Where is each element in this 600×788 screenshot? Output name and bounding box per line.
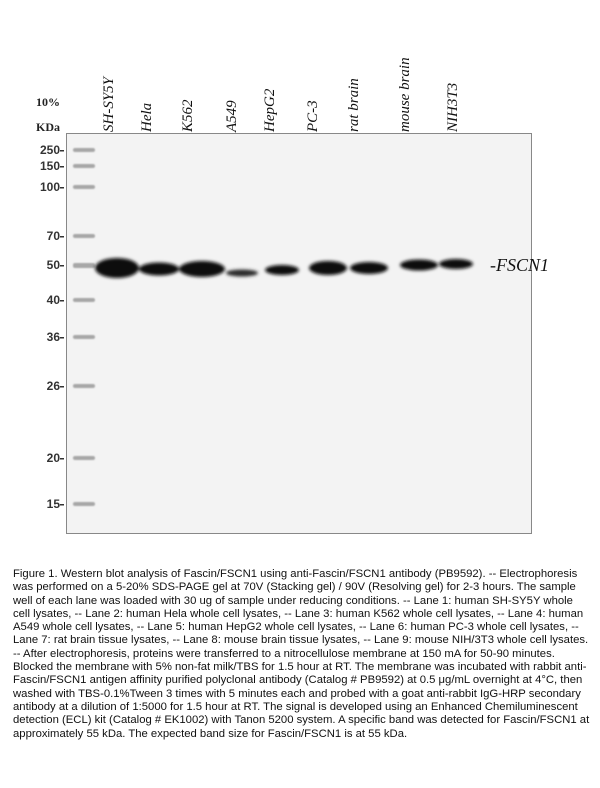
band-lane-1 bbox=[95, 258, 139, 278]
marker-tick-20 bbox=[60, 458, 64, 460]
lane-label-8: mouse brain bbox=[397, 57, 413, 132]
marker-tick-50 bbox=[60, 265, 64, 267]
lane-label-2: Hela bbox=[139, 102, 155, 132]
band-lane-2 bbox=[139, 263, 179, 276]
marker-36: 36 bbox=[46, 330, 60, 344]
marker-tick-26 bbox=[60, 386, 64, 388]
ladder-band-150 bbox=[73, 164, 95, 168]
marker-15: 15 bbox=[46, 497, 60, 511]
band-lane-5 bbox=[265, 265, 299, 275]
marker-tick-36 bbox=[60, 337, 64, 339]
marker-tick-150 bbox=[60, 166, 64, 168]
figure-caption: Figure 1. Western blot analysis of Fascin/FSCN1 using anti-Fascin/FSCN1 antibody (PB9592). -- Electrophoresis was performed on a 5-20% SDS-PAGE gel at 70V (Stacking gel) / 90V (Resolving gel) for 2-3 hours. The sample well of each lane was loaded with 30 ug of sample under reducing conditions. -- Lane 1: human SH-SY5Y whole cell lysates, -- Lane 2: human Hela whole cell lysates, -- Lane 3: human K562 whole cell lysates, -- Lane 4: human A549 whole cell lysates, -- Lane 5: human HepG2 whole cell lysates, -- Lane 6: human PC-3 whole cell lysates, -- Lane 7: rat brain tissue lysates, -- Lane 8: mouse brain tissue lysates, -- Lane 9: mouse NIH/3T3 whole cell lysates. -- After electrophoresis, proteins were transferred to a nitrocellulose membrane at 150 mA for 50-90 minutes. Blocked the membrane with 5% non-fat milk/TBS for 1.5 hour at RT. The membrane was incubated with rabbit anti-Fascin/FSCN1 antigen affinity purified polyclonal antibody (Catalog # PB9592) at 0.5 μg/mL overnight at 4°C, then washed with TBS-0.1%Tween 3 times with 5 minutes each and probed with a goat anti-rabbit IgG-HRP secondary antibody at a dilution of 1:5000 for 1.5 hour at RT. The signal is developed using an Enhanced Chemiluminescent detection (ECL) kit (Catalog # EK1002) with Tanon 5200 system. A specific band was detected for Fascin/FSCN1 at approximately 55 kDa. The expected band size for Fascin/FSCN1 is at 55 kDa. bbox=[13, 568, 590, 740]
marker-100: 100 bbox=[39, 180, 60, 194]
ladder-band-26 bbox=[73, 384, 95, 388]
marker-40: 40 bbox=[46, 293, 60, 307]
kda-label: KDa bbox=[36, 120, 60, 134]
lane-label-4: A549 bbox=[224, 100, 240, 132]
gel-percent-label: 10% bbox=[36, 95, 60, 109]
ladder-band-100 bbox=[73, 185, 95, 189]
marker-tick-70 bbox=[60, 236, 64, 238]
marker-tick-250 bbox=[60, 150, 64, 152]
ladder-band-250 bbox=[73, 148, 95, 152]
ladder-band-20 bbox=[73, 456, 95, 460]
marker-20: 20 bbox=[46, 451, 60, 465]
lane-label-1: SH-SY5Y bbox=[101, 76, 117, 132]
lane-label-6: PC-3 bbox=[305, 100, 321, 132]
lane-label-9: NIH3T3 bbox=[445, 82, 461, 132]
marker-50: 50 bbox=[46, 258, 60, 272]
lane-label-7: rat brain bbox=[346, 78, 362, 132]
band-lane-3 bbox=[179, 261, 225, 277]
marker-tick-15 bbox=[60, 504, 64, 506]
band-lane-8 bbox=[400, 260, 438, 271]
marker-70: 70 bbox=[46, 229, 60, 243]
marker-150: 150 bbox=[39, 159, 60, 173]
lane-label-3: K562 bbox=[180, 99, 196, 132]
band-lane-4 bbox=[226, 270, 258, 277]
lane-label-5: HepG2 bbox=[262, 88, 278, 132]
ladder-band-15 bbox=[73, 502, 95, 506]
marker-tick-100 bbox=[60, 187, 64, 189]
marker-250: 250 bbox=[39, 143, 60, 157]
band-lane-6 bbox=[309, 261, 347, 275]
ladder-band-70 bbox=[73, 234, 95, 238]
ladder-band-50 bbox=[73, 263, 95, 268]
band-lane-7 bbox=[350, 262, 388, 274]
band-lane-9 bbox=[439, 259, 473, 269]
ladder-band-40 bbox=[73, 298, 95, 302]
marker-26: 26 bbox=[46, 379, 60, 393]
fscn1-band-label: -FSCN1 bbox=[490, 255, 550, 275]
ladder-band-36 bbox=[73, 335, 95, 339]
marker-tick-40 bbox=[60, 300, 64, 302]
